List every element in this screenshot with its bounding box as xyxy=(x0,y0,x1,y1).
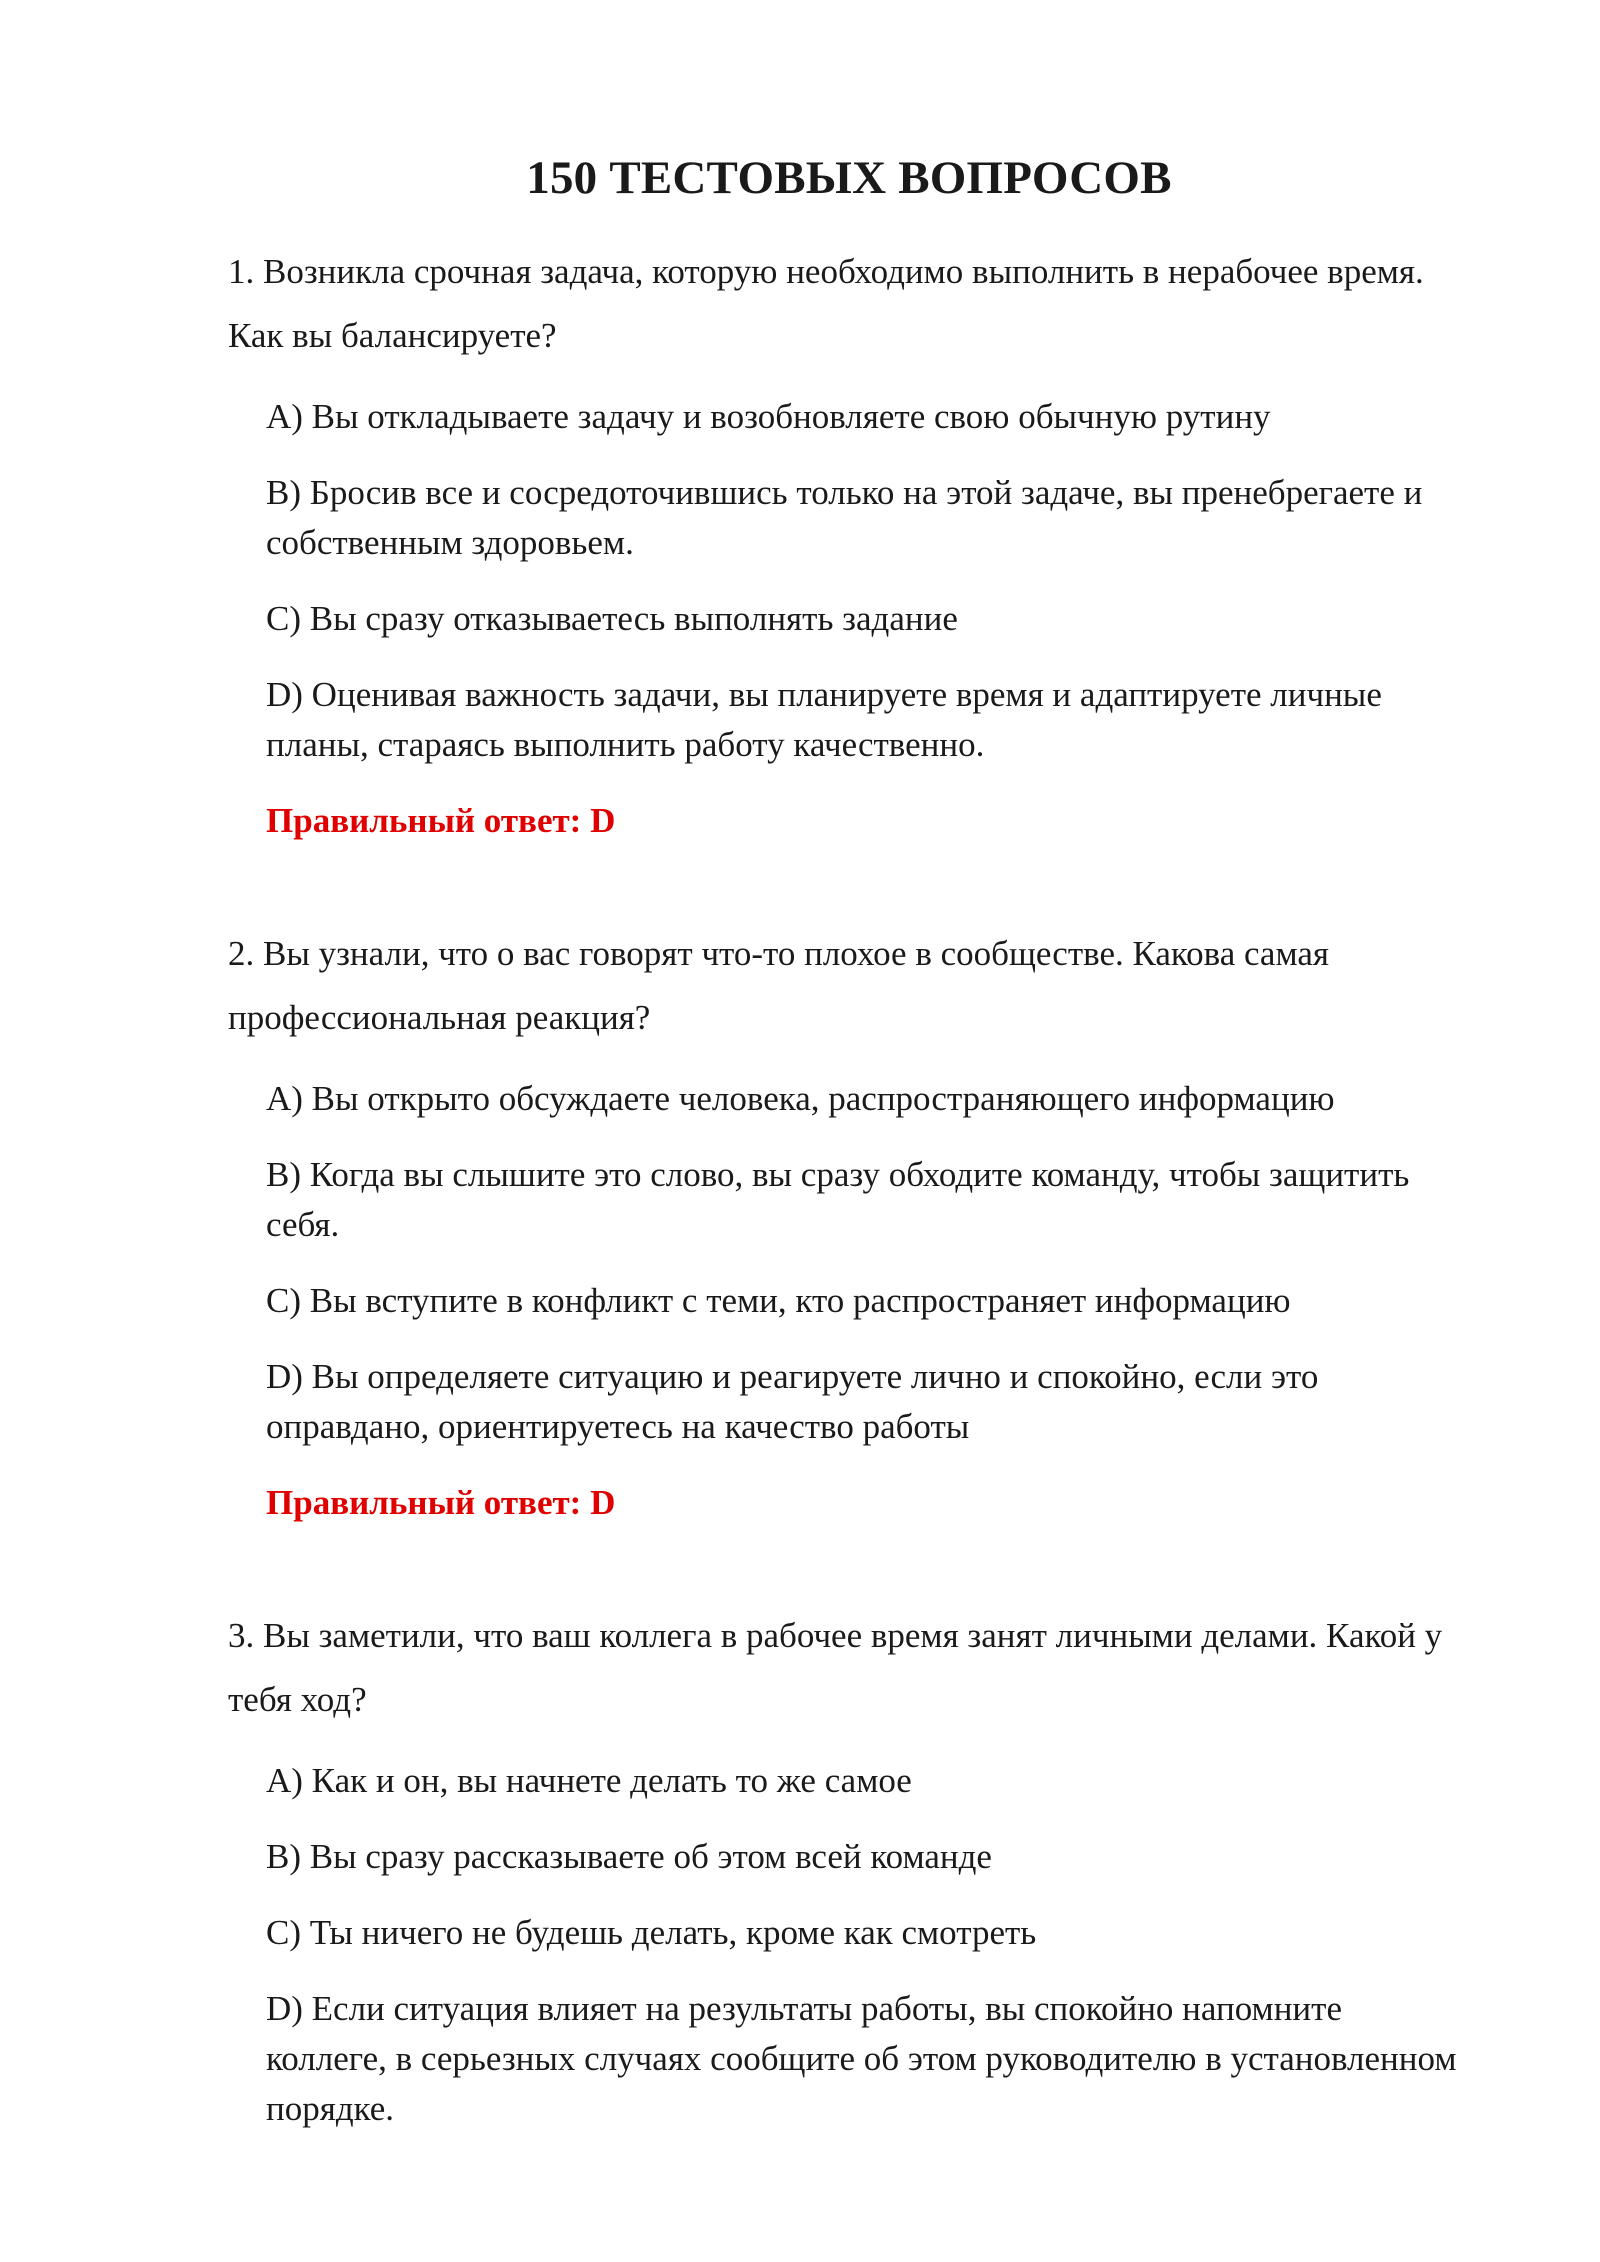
option-a: A) Как и он, вы начнете делать то же самое xyxy=(266,1761,912,1801)
question-text: 1. Возникла срочная задача, которую необходимо выполнить в нерабочее время. Как вы балансируете? xyxy=(228,252,1424,356)
option-b: B) Когда вы слышите это слово, вы сразу обходите команду, чтобы защитить себя. xyxy=(266,1155,1410,1245)
option-b: B) Вы сразу рассказываете об этом всей команде xyxy=(266,1837,992,1877)
correct-answer: Правильный ответ: D xyxy=(266,801,616,841)
question-text: 3. Вы заметили, что ваш коллега в рабочее время занят личными делами. Какой у тебя ход? xyxy=(228,1616,1443,1720)
correct-answer: Правильный ответ: D xyxy=(266,1483,616,1523)
option-a: A) Вы открыто обсуждаете человека, распространяющего информацию xyxy=(266,1079,1335,1119)
option-d: D) Вы определяете ситуацию и реагируете лично и спокойно, если это оправдано, ориентируетесь на качество работы xyxy=(266,1357,1319,1447)
question-3 xyxy=(228,1604,1480,2134)
option-c: C) Вы сразу отказываетесь выполнять задание xyxy=(266,599,958,639)
option-a: A) Вы откладываете задачу и возобновляете свою обычную рутину xyxy=(266,397,1271,437)
answer-options xyxy=(228,392,1480,770)
answer-options xyxy=(228,1756,1480,2134)
answer-options xyxy=(228,1074,1480,1452)
question-1 xyxy=(228,240,1480,846)
option-d: D) Если ситуация влияет на результаты работы, вы спокойно напомните коллеге, в серьезных случаях сообщите об этом руководителю в установленном порядке. xyxy=(266,1989,1457,2129)
option-b: B) Бросив все и сосредоточившись только на этой задаче, вы пренебрегаете и собственным здоровьем. xyxy=(266,473,1423,563)
option-c: C) Вы вступите в конфликт с теми, кто распространяет информацию xyxy=(266,1281,1291,1321)
option-c: C) Ты ничего не будешь делать, кроме как смотреть xyxy=(266,1913,1037,1953)
question-2 xyxy=(228,922,1480,1528)
question-text: 2. Вы узнали, что о вас говорят что-то плохое в сообществе. Какова самая профессиональная реакция? xyxy=(228,934,1330,1038)
document-title: 150 ТЕСТОВЫХ ВОПРОСОВ xyxy=(526,152,1172,204)
option-d: D) Оценивая важность задачи, вы планируете время и адаптируете личные планы, стараясь выполнить работу качественно. xyxy=(266,675,1382,765)
